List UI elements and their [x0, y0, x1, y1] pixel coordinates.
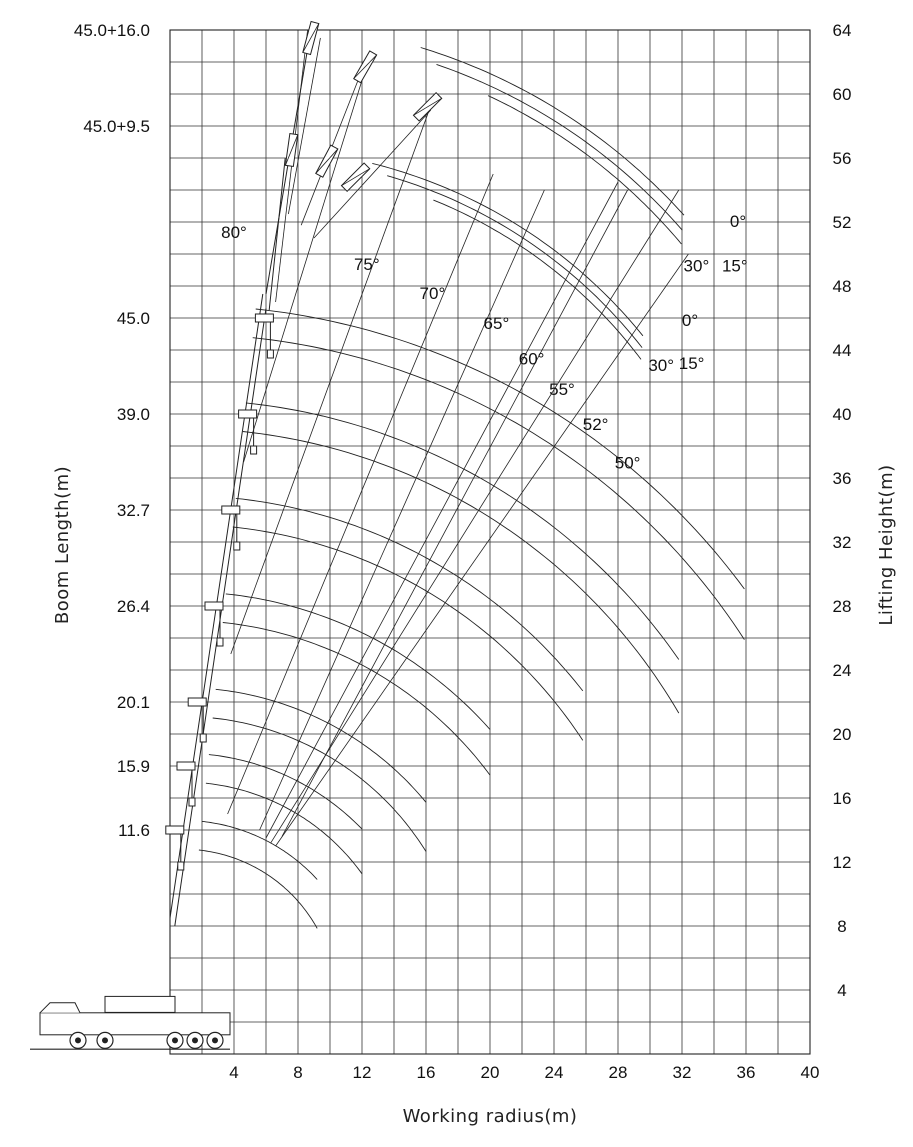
x-tick-label: 28	[608, 1063, 628, 1082]
wheel-hub	[75, 1037, 81, 1043]
boom-length-label: 39.0	[116, 405, 150, 424]
y-tick-label-right: 16	[832, 789, 852, 808]
jib-ray	[314, 110, 431, 238]
hook-block	[267, 350, 273, 358]
height-arc	[216, 689, 426, 802]
boom-length-label: 45.0	[116, 309, 150, 328]
y-tick-label-right: 64	[832, 21, 852, 40]
boom-length-label: 32.7	[116, 501, 150, 520]
height-arc	[243, 432, 679, 714]
jib-ray	[301, 62, 365, 225]
boom-angle-label: 55°	[549, 379, 575, 399]
boom-length-label: 15.9	[116, 757, 150, 776]
jib-offset-label: 30°	[648, 355, 675, 375]
jib-arc	[387, 176, 642, 348]
x-tick-label: 20	[480, 1063, 500, 1082]
hook-block	[178, 862, 184, 870]
y-tick-label-right: 52	[832, 213, 852, 232]
y-tick-label-right: 40	[832, 405, 852, 424]
boom-length-label: 26.4	[116, 597, 150, 616]
wheel-hub	[172, 1037, 178, 1043]
y-tick-label-right: 24	[832, 661, 852, 680]
x-axis-title: Working radius(m)	[402, 1106, 578, 1127]
angle-ray	[282, 190, 628, 836]
jib-offset-label: 30°	[683, 256, 710, 276]
boom-head	[239, 410, 257, 418]
boom-length-label: 45.0+9.5	[83, 117, 150, 136]
jib-head	[354, 51, 377, 83]
hook-block	[200, 734, 206, 742]
x-tick-label: 36	[736, 1063, 756, 1082]
y-tick-label-right: 56	[832, 149, 852, 168]
boom-head	[255, 314, 273, 322]
boom-length-label: 11.6	[118, 821, 150, 840]
height-arc	[246, 403, 679, 660]
height-arc	[223, 623, 490, 776]
superstructure	[105, 996, 175, 1012]
cab	[40, 1003, 80, 1013]
boom-angle-label: 60°	[518, 349, 545, 369]
hook-block	[189, 798, 195, 806]
boom-angle-label: 80°	[221, 223, 247, 242]
boom-angle-label: 65°	[483, 314, 510, 334]
jib-head	[341, 163, 369, 191]
y-tick-label-right: 12	[832, 853, 852, 872]
x-tick-label: 40	[800, 1063, 820, 1082]
jib-arc	[372, 163, 643, 335]
y-axis-title-right: Lifting Height(m)	[876, 464, 897, 626]
y-tick-label-right: 48	[832, 277, 852, 296]
boom-length-label: 45.0+16.0	[73, 21, 150, 40]
x-tick-label: 32	[672, 1063, 692, 1082]
angle-ray	[244, 70, 366, 462]
y-tick-label-right: 8	[837, 917, 847, 936]
jib-offset-label: 15°	[721, 256, 748, 276]
boom-head	[188, 698, 206, 706]
jib-offset-label: 15°	[678, 354, 705, 374]
hook-block	[234, 542, 240, 550]
x-tick-label: 8	[293, 1063, 303, 1082]
height-arc	[206, 783, 362, 874]
y-tick-label-right: 44	[832, 341, 852, 360]
jib-head	[285, 134, 297, 167]
boom-head	[205, 602, 223, 610]
jib-head	[303, 22, 319, 55]
boom-head	[177, 762, 195, 770]
wheel-hub	[102, 1037, 108, 1043]
jib-offset-label: 0°	[681, 311, 699, 330]
y-tick-label-right: 20	[832, 725, 852, 744]
boom-length-label: 20.1	[116, 693, 150, 712]
x-tick-label: 16	[416, 1063, 436, 1082]
y-axis-title-left: Boom Length(m)	[52, 465, 73, 625]
jib-head	[413, 93, 441, 121]
jib-head	[316, 145, 338, 177]
y-tick-label-right: 28	[832, 597, 852, 616]
x-tick-label: 12	[352, 1063, 372, 1082]
boom-angle-label: 70°	[419, 283, 446, 303]
height-arc	[236, 498, 583, 691]
boom-angle-label: 50°	[614, 453, 641, 473]
boom-head	[222, 506, 240, 514]
boom-head	[166, 826, 184, 834]
x-tick-label: 4	[229, 1063, 239, 1082]
hook-block	[251, 446, 257, 454]
height-arc	[226, 594, 490, 730]
y-tick-label-right: 36	[832, 469, 852, 488]
y-tick-label-right: 60	[832, 85, 852, 104]
jib-offset-label: 0°	[729, 211, 747, 231]
hook-block	[217, 638, 223, 646]
carrier-body	[40, 1013, 230, 1035]
y-tick-label-right: 32	[832, 533, 852, 552]
wheel-hub	[212, 1037, 218, 1043]
boom-angle-label: 75°	[353, 255, 380, 274]
y-tick-label-right: 4	[837, 981, 847, 1000]
x-tick-label: 24	[544, 1063, 564, 1082]
wheel-hub	[192, 1037, 198, 1043]
boom-angle-label: 52°	[582, 415, 609, 434]
